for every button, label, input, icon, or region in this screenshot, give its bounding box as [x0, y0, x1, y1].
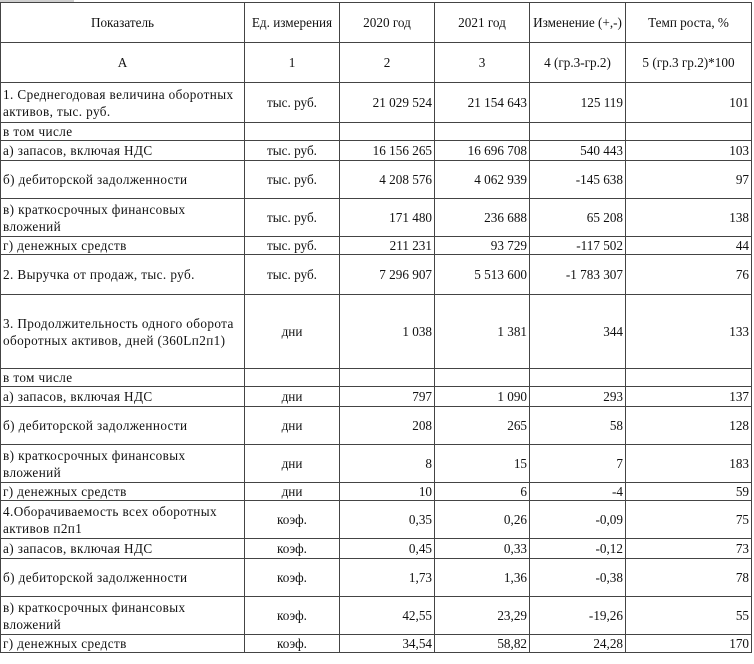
index-indicator: А [1, 43, 245, 83]
index-unit: 1 [245, 43, 340, 83]
table-row [1, 539, 752, 559]
change-cell: -0,38 [530, 559, 626, 597]
indicators-table [0, 2, 752, 653]
table-row [1, 483, 752, 501]
header-2020: 2020 год [340, 3, 435, 43]
change-cell: -117 502 [530, 237, 626, 255]
value-2021: 58,82 [435, 635, 530, 653]
value-2021: 1 381 [435, 295, 530, 369]
index-2020: 2 [340, 43, 435, 83]
value-2021: 0,33 [435, 539, 530, 559]
growth-cell: 97 [626, 161, 752, 199]
row-label: б) дебиторской задолженности [1, 407, 245, 445]
value-2021: 23,29 [435, 597, 530, 635]
value-2020: 10 [340, 483, 435, 501]
row-label: а) запасов, включая НДС [1, 387, 245, 407]
row-label: 4.Оборачиваемость всех оборотных активов п2п1 [1, 501, 245, 539]
unit-cell: тыс. руб. [245, 83, 340, 123]
change-cell: 125 119 [530, 83, 626, 123]
value-2020: 42,55 [340, 597, 435, 635]
unit-cell: дни [245, 407, 340, 445]
value-2020: 1,73 [340, 559, 435, 597]
value-2021: 236 688 [435, 199, 530, 237]
row-label: 3. Продолжительность одного оборота оборотных активов, дней (360Lп2п1) [1, 295, 245, 369]
value-2020: 797 [340, 387, 435, 407]
value-2021: 1,36 [435, 559, 530, 597]
table-row [1, 83, 752, 123]
unit-cell: тыс. руб. [245, 199, 340, 237]
index-2021: 3 [435, 43, 530, 83]
change-cell: 7 [530, 445, 626, 483]
header-2021: 2021 год [435, 3, 530, 43]
value-2020: 0,45 [340, 539, 435, 559]
table-row [1, 141, 752, 161]
unit-cell: дни [245, 483, 340, 501]
change-cell [530, 369, 626, 387]
column-index-row [1, 43, 752, 83]
row-label: г) денежных средств [1, 635, 245, 653]
change-cell: 293 [530, 387, 626, 407]
table-row [1, 445, 752, 483]
value-2021: 93 729 [435, 237, 530, 255]
value-2020: 211 231 [340, 237, 435, 255]
table-row [1, 295, 752, 369]
change-cell: -4 [530, 483, 626, 501]
unit-cell: дни [245, 295, 340, 369]
unit-cell [245, 369, 340, 387]
row-label: 1. Среднегодовая величина оборотных активов, тыс. руб. [1, 83, 245, 123]
table-row [1, 199, 752, 237]
table-row [1, 501, 752, 539]
unit-cell: дни [245, 387, 340, 407]
row-label: б) дебиторской задолженности [1, 161, 245, 199]
change-cell: -0,12 [530, 539, 626, 559]
table-row [1, 255, 752, 295]
row-label: в) краткосрочных финансовых вложений [1, 597, 245, 635]
growth-cell: 170 [626, 635, 752, 653]
value-2021 [435, 123, 530, 141]
table-row [1, 597, 752, 635]
change-cell: -19,26 [530, 597, 626, 635]
change-cell: 344 [530, 295, 626, 369]
change-cell: -145 638 [530, 161, 626, 199]
growth-cell: 78 [626, 559, 752, 597]
change-cell: 540 443 [530, 141, 626, 161]
value-2021: 1 090 [435, 387, 530, 407]
row-label: а) запасов, включая НДС [1, 141, 245, 161]
value-2020: 1 038 [340, 295, 435, 369]
change-cell: 58 [530, 407, 626, 445]
row-label: б) дебиторской задолженности [1, 559, 245, 597]
growth-cell: 103 [626, 141, 752, 161]
header-indicator: Показатель [1, 3, 245, 43]
unit-cell: коэф. [245, 559, 340, 597]
table-row [1, 161, 752, 199]
value-2020: 21 029 524 [340, 83, 435, 123]
growth-cell: 101 [626, 83, 752, 123]
row-label: в том числе [1, 369, 245, 387]
index-change: 4 (гр.3-гр.2) [530, 43, 626, 83]
unit-cell: дни [245, 445, 340, 483]
value-2021: 0,26 [435, 501, 530, 539]
growth-cell: 128 [626, 407, 752, 445]
row-label: в) краткосрочных финансовых вложений [1, 199, 245, 237]
growth-cell: 137 [626, 387, 752, 407]
value-2021: 15 [435, 445, 530, 483]
value-2021: 6 [435, 483, 530, 501]
growth-cell: 75 [626, 501, 752, 539]
row-label: в том числе [1, 123, 245, 141]
change-cell: -1 783 307 [530, 255, 626, 295]
growth-cell [626, 369, 752, 387]
table-row [1, 407, 752, 445]
value-2021: 4 062 939 [435, 161, 530, 199]
value-2021: 16 696 708 [435, 141, 530, 161]
unit-cell: коэф. [245, 501, 340, 539]
change-cell: 24,28 [530, 635, 626, 653]
value-2020: 208 [340, 407, 435, 445]
growth-cell: 73 [626, 539, 752, 559]
unit-cell: тыс. руб. [245, 141, 340, 161]
value-2020 [340, 123, 435, 141]
header-row [1, 3, 752, 43]
row-label: 2. Выручка от продаж, тыс. руб. [1, 255, 245, 295]
growth-cell: 133 [626, 295, 752, 369]
table-row [1, 123, 752, 141]
row-label: г) денежных средств [1, 237, 245, 255]
value-2020: 8 [340, 445, 435, 483]
table-row [1, 635, 752, 653]
unit-cell: коэф. [245, 597, 340, 635]
growth-cell: 138 [626, 199, 752, 237]
unit-cell: тыс. руб. [245, 161, 340, 199]
value-2020: 171 480 [340, 199, 435, 237]
change-cell: 65 208 [530, 199, 626, 237]
growth-cell: 76 [626, 255, 752, 295]
row-label: г) денежных средств [1, 483, 245, 501]
header-growth: Темп роста, % [626, 3, 752, 43]
value-2020: 0,35 [340, 501, 435, 539]
change-cell [530, 123, 626, 141]
growth-cell: 44 [626, 237, 752, 255]
table-row [1, 369, 752, 387]
growth-cell: 183 [626, 445, 752, 483]
row-label: в) краткосрочных финансовых вложений [1, 445, 245, 483]
row-label: а) запасов, включая НДС [1, 539, 245, 559]
unit-cell: коэф. [245, 539, 340, 559]
unit-cell [245, 123, 340, 141]
unit-cell: тыс. руб. [245, 255, 340, 295]
unit-cell: тыс. руб. [245, 237, 340, 255]
value-2020 [340, 369, 435, 387]
index-growth: 5 (гр.3 гр.2)*100 [626, 43, 752, 83]
value-2020: 4 208 576 [340, 161, 435, 199]
table-row [1, 237, 752, 255]
value-2020: 16 156 265 [340, 141, 435, 161]
growth-cell: 59 [626, 483, 752, 501]
value-2021: 5 513 600 [435, 255, 530, 295]
unit-cell: коэф. [245, 635, 340, 653]
value-2020: 7 296 907 [340, 255, 435, 295]
value-2021 [435, 369, 530, 387]
table-row [1, 559, 752, 597]
growth-cell: 55 [626, 597, 752, 635]
value-2021: 21 154 643 [435, 83, 530, 123]
table-row [1, 387, 752, 407]
header-unit: Ед. измерения [245, 3, 340, 43]
value-2020: 34,54 [340, 635, 435, 653]
growth-cell [626, 123, 752, 141]
value-2021: 265 [435, 407, 530, 445]
header-change: Изменение (+,-) [530, 3, 626, 43]
change-cell: -0,09 [530, 501, 626, 539]
